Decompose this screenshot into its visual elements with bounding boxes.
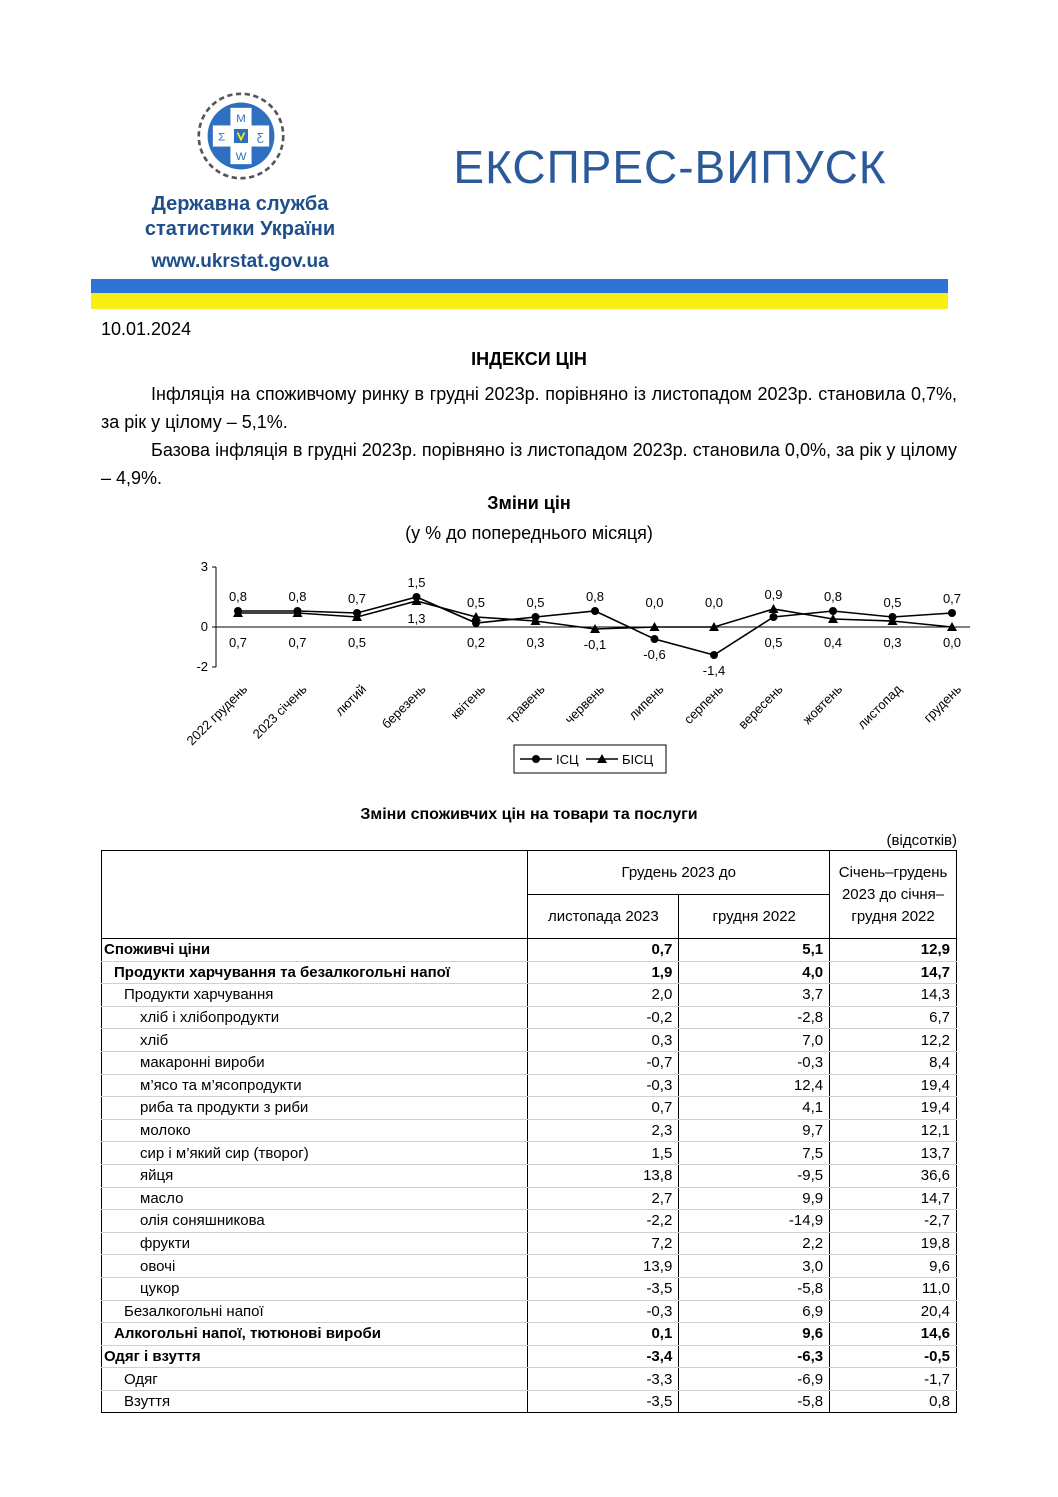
row-value: 13,7 — [830, 1142, 957, 1165]
row-value: 14,7 — [830, 961, 957, 984]
org-name-line1: Державна служба — [151, 193, 329, 215]
row-label: риба та продукти з риби — [102, 1097, 528, 1120]
row-label: Алкогольні напої, тютюнові вироби — [102, 1323, 528, 1346]
x-tick-label: листопад — [854, 681, 905, 732]
row-label: молоко — [102, 1119, 528, 1142]
data-label: 0,8 — [288, 589, 307, 604]
row-value: -1,7 — [830, 1368, 957, 1391]
table-row — [102, 1029, 957, 1052]
data-label: 0,7 — [347, 591, 367, 606]
row-label: хліб і хлібопродукти — [102, 1006, 528, 1029]
row-value: 12,2 — [830, 1029, 957, 1052]
x-tick-label: липень — [625, 681, 667, 723]
y-tick-label: -2 — [196, 659, 208, 674]
row-value: 20,4 — [830, 1300, 957, 1323]
table-row — [102, 984, 957, 1007]
svg-text:Σ: Σ — [218, 131, 226, 144]
data-label: 0,5 — [526, 595, 545, 610]
y-tick-label: 3 — [200, 559, 208, 574]
data-label: 0,8 — [823, 589, 843, 604]
row-value: 19,4 — [830, 1097, 957, 1120]
data-label: 0,0 — [704, 595, 724, 610]
svg-text:W: W — [235, 150, 247, 163]
legend-label-bisc: БІСЦ — [622, 752, 654, 767]
row-value: 12,1 — [830, 1119, 957, 1142]
row-value: 13,8 — [528, 1164, 679, 1187]
price-change-chart — [150, 555, 970, 780]
x-tick-label: лютий — [331, 681, 370, 719]
row-value: -3,4 — [528, 1345, 679, 1368]
row-value: 3,0 — [679, 1255, 830, 1278]
price-change-table — [101, 850, 957, 1413]
table-row — [102, 1232, 957, 1255]
isc-point — [710, 651, 718, 659]
flag-stripe-blue — [91, 279, 948, 293]
row-value: -3,5 — [528, 1277, 679, 1300]
table-row — [102, 1390, 957, 1413]
row-value: 5,1 — [679, 939, 830, 962]
row-label: цукор — [102, 1277, 528, 1300]
legend-label-isc: ІСЦ — [556, 752, 579, 767]
data-label: 0,8 — [585, 589, 605, 604]
x-tick-label: червень — [561, 681, 608, 727]
row-value: -5,8 — [679, 1390, 830, 1413]
isc-point — [591, 607, 599, 615]
chart-subtitle: (у % до попереднього місяця) — [405, 523, 653, 543]
row-value: 11,0 — [830, 1277, 957, 1300]
row-value: -6,3 — [679, 1345, 830, 1368]
data-label: 0,5 — [883, 595, 902, 610]
table-title: Зміни споживчих цін на товари та послуги — [360, 806, 698, 823]
x-tick-label: серпень — [680, 681, 727, 727]
data-label: 0,5 — [347, 635, 367, 650]
table-row — [102, 1255, 957, 1278]
org-name-line2: статистики України — [144, 218, 336, 240]
row-value: 2,0 — [528, 984, 679, 1007]
bisc-point — [769, 604, 779, 613]
data-label: 0,3 — [883, 635, 902, 650]
table-row — [102, 1164, 957, 1187]
x-tick-label: 2023 січень — [249, 681, 310, 742]
row-value: 9,9 — [679, 1187, 830, 1210]
table-row — [102, 1119, 957, 1142]
row-value: 6,9 — [679, 1300, 830, 1323]
page-heading: ІНДЕКСИ ЦІН — [471, 349, 587, 369]
data-label: 1,5 — [407, 575, 426, 590]
brand-title: ЕКСПРЕС-ВИПУСК — [453, 141, 887, 193]
row-value: 36,6 — [830, 1164, 957, 1187]
data-label: 0,2 — [466, 635, 486, 650]
row-value: -2,2 — [528, 1210, 679, 1233]
row-value: 0,7 — [528, 1097, 679, 1120]
x-tick-label: 2022 грудень — [183, 681, 251, 749]
table-row — [102, 1097, 957, 1120]
row-label: сир і м’який сир (творог) — [102, 1142, 528, 1165]
data-label: 0,0 — [942, 635, 962, 650]
row-value: 0,7 — [528, 939, 679, 962]
row-value: 4,0 — [679, 961, 830, 984]
data-label: -1,4 — [702, 663, 726, 678]
row-label: олія соняшникова — [102, 1210, 528, 1233]
table-row — [102, 1368, 957, 1391]
row-value: 0,1 — [528, 1323, 679, 1346]
row-value: 0,8 — [830, 1390, 957, 1413]
data-label: 0,9 — [764, 587, 783, 602]
table-row — [102, 961, 957, 984]
row-value: 19,4 — [830, 1074, 957, 1097]
row-value: 6,7 — [830, 1006, 957, 1029]
isc-point — [948, 609, 956, 617]
data-label: -0,6 — [643, 647, 666, 662]
x-tick-label: жовтень — [799, 681, 846, 728]
row-label: овочі — [102, 1255, 528, 1278]
row-value: -0,2 — [528, 1006, 679, 1029]
x-tick-label: вересень — [735, 681, 786, 732]
row-label: фрукти — [102, 1232, 528, 1255]
row-value: -2,7 — [830, 1210, 957, 1233]
table-header-annual: Січень–грудень 2023 до січня–грудня 2022 — [830, 851, 957, 939]
row-value: 1,9 — [528, 961, 679, 984]
row-value: 7,5 — [679, 1142, 830, 1165]
table-row — [102, 1006, 957, 1029]
row-value: 2,2 — [679, 1232, 830, 1255]
row-label: масло — [102, 1187, 528, 1210]
row-value: 1,5 — [528, 1142, 679, 1165]
table-row — [102, 1210, 957, 1233]
data-label: 0,5 — [764, 635, 783, 650]
row-label: м’ясо та м’ясопродукти — [102, 1074, 528, 1097]
x-tick-label: березень — [378, 681, 429, 732]
data-label: 1,3 — [407, 611, 426, 626]
row-value: 2,7 — [528, 1187, 679, 1210]
y-tick-label: 0 — [200, 619, 208, 634]
row-label: макаронні вироби — [102, 1051, 528, 1074]
isc-point — [770, 613, 778, 621]
x-tick-label: квітень — [447, 681, 489, 723]
row-value: -0,3 — [528, 1074, 679, 1097]
legend-marker-isc — [532, 755, 540, 763]
row-value: -14,9 — [679, 1210, 830, 1233]
row-label: Одяг — [102, 1368, 528, 1391]
row-value: 9,6 — [830, 1255, 957, 1278]
table-header-month: листопада 2023 — [528, 895, 679, 939]
row-value: 19,8 — [830, 1232, 957, 1255]
row-label: хліб — [102, 1029, 528, 1052]
data-label: 0,8 — [228, 589, 248, 604]
table-row — [102, 1142, 957, 1165]
row-value: 13,9 — [528, 1255, 679, 1278]
data-label: 0,4 — [823, 635, 843, 650]
table-header-empty — [102, 851, 528, 939]
row-label: Взуття — [102, 1390, 528, 1413]
flag-stripe-yellow — [91, 293, 948, 309]
table-row — [102, 1074, 957, 1097]
x-tick-label: травень — [502, 681, 548, 727]
table-row — [102, 1277, 957, 1300]
row-value: -0,7 — [528, 1051, 679, 1074]
data-label: 0,5 — [466, 595, 486, 610]
row-label: Споживчі ціни — [102, 939, 528, 962]
data-label: 0,7 — [228, 635, 248, 650]
release-date: 10.01.2024 — [101, 319, 192, 339]
row-value: 7,2 — [528, 1232, 679, 1255]
row-value: -0,3 — [679, 1051, 830, 1074]
row-value: 12,4 — [679, 1074, 830, 1097]
row-value: 12,9 — [830, 939, 957, 962]
row-value: -9,5 — [679, 1164, 830, 1187]
table-header-year: грудня 2022 — [679, 895, 830, 939]
row-value: 2,3 — [528, 1119, 679, 1142]
row-value: 7,0 — [679, 1029, 830, 1052]
row-label: Продукти харчування — [102, 984, 528, 1007]
data-label: 0,3 — [526, 635, 545, 650]
table-row — [102, 1300, 957, 1323]
row-value: 3,7 — [679, 984, 830, 1007]
table-row — [102, 1323, 957, 1346]
table-header-group: Грудень 2023 до — [528, 851, 830, 895]
row-value: 9,7 — [679, 1119, 830, 1142]
row-label: Продукти харчування та безалкогольні напої — [102, 961, 528, 984]
paragraph-core-inflation: Базова інфляція в грудні 2023р. порівняно із листопадом 2023р. становила 0,0%, за рік у цілому – 4,9%. — [101, 440, 957, 488]
table-row — [102, 1051, 957, 1074]
isc-point — [829, 607, 837, 615]
svg-text:Ƹ: Ƹ — [256, 131, 264, 144]
row-value: 14,3 — [830, 984, 957, 1007]
data-label: 0,0 — [645, 595, 664, 610]
row-value: -3,3 — [528, 1368, 679, 1391]
isc-point — [651, 635, 659, 643]
row-value: 8,4 — [830, 1051, 957, 1074]
row-value: -6,9 — [679, 1368, 830, 1391]
svg-text:M: M — [236, 112, 246, 125]
website-link[interactable]: www.ukrstat.gov.ua — [151, 251, 329, 272]
ukrstat-logo — [197, 92, 285, 180]
row-value: 0,3 — [528, 1029, 679, 1052]
row-value: 9,6 — [679, 1323, 830, 1346]
chart-title: Зміни цін — [487, 493, 571, 513]
row-value: -3,5 — [528, 1390, 679, 1413]
data-label: -0,1 — [583, 637, 607, 652]
data-label: 0,7 — [288, 635, 307, 650]
row-label: Безалкогольні напої — [102, 1300, 528, 1323]
table-row — [102, 1187, 957, 1210]
table-row — [102, 1345, 957, 1368]
paragraph-inflation: Інфляція на споживчому ринку в грудні 2023р. порівняно із листопадом 2023р. становила 0,7%, за рік у цілому – 5,1%. — [101, 384, 957, 432]
row-value: 14,6 — [830, 1323, 957, 1346]
row-value: -0,5 — [830, 1345, 957, 1368]
x-tick-label: грудень — [920, 681, 965, 726]
table-row — [102, 939, 957, 962]
data-label: 0,7 — [942, 591, 962, 606]
row-value: -2,8 — [679, 1006, 830, 1029]
row-value: 4,1 — [679, 1097, 830, 1120]
row-value: 14,7 — [830, 1187, 957, 1210]
table-unit: (відсотків) — [886, 832, 957, 849]
row-value: -5,8 — [679, 1277, 830, 1300]
row-label: Одяг і взуття — [102, 1345, 528, 1368]
row-value: -0,3 — [528, 1300, 679, 1323]
row-label: яйця — [102, 1164, 528, 1187]
